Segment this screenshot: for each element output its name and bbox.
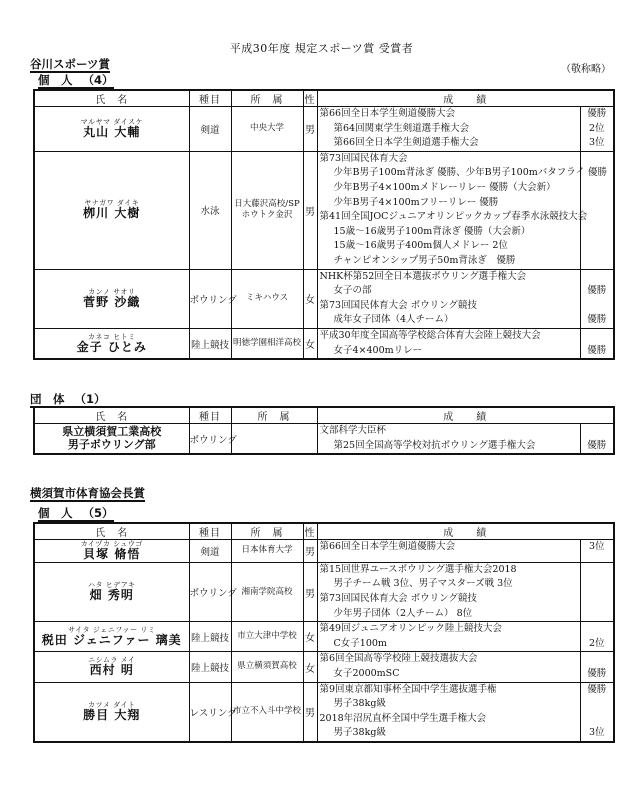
result-cell: [580, 424, 614, 455]
result-cell: [580, 652, 614, 682]
record-line: 第73回国民体育大会 ボウリング競技: [319, 299, 477, 311]
subsection-tanigawa-individual: [38, 73, 114, 89]
result-value: [581, 424, 614, 439]
table-header-row: [34, 523, 614, 540]
record-line: 文部科学大臣杯: [319, 425, 387, 436]
athlete-kana: ヤナガワ ダイキ: [84, 199, 140, 208]
table-row: [34, 652, 614, 682]
athlete-kana: カンノ サオリ: [88, 287, 136, 296]
sex-cell: 男: [303, 151, 317, 269]
event-cell: ボウリング: [189, 562, 231, 621]
record-line: 男子38kg級: [333, 727, 386, 739]
athlete-kana: ニシムラ メイ: [88, 656, 136, 665]
record-line: 第41回全国JOCジュニアオリンピックカップ春季水泳競技大会: [319, 211, 588, 223]
header-affiliation: 所 属: [231, 407, 317, 424]
record-line: 第64回関東学生剣道選手権大会: [333, 122, 470, 134]
athlete-name: 税田 ジェニファー 璃美: [41, 632, 182, 647]
record-line: NHK杯第52回全日本選抜ボウリング選手権大会: [319, 270, 527, 282]
affiliation-cell: 明徳学園相洋高校: [231, 328, 303, 359]
result-value: 優勝: [587, 108, 607, 119]
header-sex: 性: [303, 90, 317, 107]
header-name: 氏 名: [34, 407, 189, 424]
athlete-name-cell: [34, 269, 189, 328]
athlete-name-cell: [34, 328, 189, 359]
record-line: 15歳～16歳男子400m個人メドレー 2位: [333, 240, 508, 252]
result-value: [581, 652, 614, 667]
honorific-note: （敬称略）: [561, 64, 611, 75]
affiliation-cell: 市立大津中学校: [231, 622, 303, 652]
sex-cell: 女: [303, 269, 317, 328]
event-cell: 陸上競技: [189, 652, 231, 682]
result-value: [581, 196, 614, 211]
sex-cell: 男: [303, 107, 317, 152]
subsection-count: （4）: [82, 73, 114, 87]
sex-cell: 女: [303, 328, 317, 359]
affiliation-cell: ミキハウス: [231, 269, 303, 328]
team-name-line1: 県立横須賀工業高校: [62, 424, 162, 438]
result-value: [581, 712, 614, 727]
page-title: 平成30年度 規定スポーツ賞 受賞者: [229, 42, 414, 55]
sex-cell: 女: [303, 622, 317, 652]
athlete-name: 貝塚 脩悟: [83, 547, 141, 562]
result-value: 2位: [588, 637, 605, 649]
result-value: [581, 563, 614, 578]
result-cell: [580, 682, 614, 742]
result-value: 優勝: [587, 344, 607, 356]
subsection-count: （1）: [74, 392, 106, 406]
record-cell: [317, 562, 580, 621]
affiliation-cell: 日大藤沢高校/SPホウトク金沢: [231, 151, 303, 269]
subsection-yokosuka-individual: [38, 506, 114, 522]
subsection-label-text: 個 人: [38, 506, 73, 520]
affiliation-cell: 市立不入斗中学校: [231, 682, 303, 742]
record-cell: [317, 540, 580, 563]
athlete-name-cell: [34, 540, 189, 563]
athlete-kana: マルヤマ ダイスケ: [80, 117, 143, 126]
athlete-name-cell: [34, 107, 189, 152]
table-row: [34, 151, 614, 269]
record-cell: [317, 328, 580, 359]
record-line: 第9回東京都知事杯全国中学生選抜選手権: [319, 683, 497, 695]
result-value: [581, 577, 614, 592]
athlete-name: 菅野 沙織: [83, 294, 141, 309]
record-line: チャンピオンシップ男子50m背泳ぎ 優勝: [333, 254, 516, 266]
result-cell: [580, 107, 614, 152]
record-line: C女子100m: [333, 637, 387, 649]
athlete-name-cell: [34, 562, 189, 621]
subsection-label: [38, 507, 114, 522]
athlete-kana: ハタ ヒデアキ: [88, 581, 136, 590]
team-name-cell: [34, 424, 189, 455]
result-value: [581, 329, 614, 344]
result-value: 3位: [588, 137, 605, 149]
sex-cell: 男: [303, 562, 317, 621]
sex-cell: 男: [303, 682, 317, 742]
record-line: 成年女子団体（4人チーム）: [333, 314, 454, 326]
athlete-name: 西村 明: [89, 663, 134, 678]
result-cell: [580, 622, 614, 652]
event-cell: 陸上競技: [189, 328, 231, 359]
event-cell: レスリング: [189, 682, 231, 742]
record-line: 第66回全日本学生剣道優勝大会: [319, 108, 456, 119]
result-cell: [580, 562, 614, 621]
table-header-row: [34, 90, 614, 107]
result-value: [581, 592, 614, 607]
athlete-kana: サイタ ジェニファー リミ: [68, 625, 156, 634]
result-cell: [580, 328, 614, 359]
record-cell: [317, 107, 580, 152]
tanigawa-team-table: [33, 406, 615, 455]
athlete-name-cell: [34, 652, 189, 682]
tanigawa-individual-table: [33, 89, 615, 360]
event-cell: 陸上競技: [189, 622, 231, 652]
header-event: 種目: [189, 523, 231, 540]
result-value: [581, 225, 614, 240]
record-line: 第73回国民体育大会 ボウリング競技: [319, 593, 477, 605]
header-name: 氏 名: [34, 90, 189, 107]
header-affiliation: 所 属: [231, 523, 303, 540]
result-value: [581, 697, 614, 712]
sex-cell: 男: [303, 540, 317, 563]
result-value: 優勝: [587, 285, 607, 297]
athlete-name: 丸山 大輔: [83, 125, 141, 140]
athlete-kana: カツメ ダイト: [88, 700, 136, 709]
event-cell: 水泳: [189, 151, 231, 269]
record-cell: [317, 652, 580, 682]
athlete-name: 金子 ひとみ: [76, 339, 147, 354]
result-value: [581, 239, 614, 254]
header-event: 種目: [189, 407, 231, 424]
record-line: 少年B男子4×100mフリーリレー 優勝: [333, 196, 499, 208]
event-cell: 剣道: [189, 107, 231, 152]
result-value: [581, 622, 614, 637]
section-title-tanigawa: [30, 57, 110, 73]
header-affiliation: 所 属: [231, 90, 303, 107]
event-cell: 剣道: [189, 540, 231, 563]
header-event: 種目: [189, 90, 231, 107]
record-cell: [317, 682, 580, 742]
result-value: 2位: [588, 122, 605, 134]
result-value: [581, 152, 614, 167]
yokosuka-individual-table: [33, 522, 615, 743]
table-body: [34, 424, 614, 455]
table-row: [34, 269, 614, 328]
athlete-kana: カネコ ヒトミ: [87, 332, 136, 341]
record-line: 第49回ジュニアオリンピック陸上競技大会: [319, 623, 502, 635]
header-record: 成 績: [317, 523, 614, 540]
result-value: 3位: [588, 727, 605, 739]
result-value: [581, 607, 614, 622]
affiliation-cell: 中央大学: [231, 107, 303, 152]
record-line: 少年B男子4×100mメドレーリレー 優勝（大会新）: [333, 181, 556, 193]
athlete-name-cell: [34, 151, 189, 269]
table-row: [34, 622, 614, 652]
subsection-count: （5）: [82, 506, 114, 520]
record-line: 女子4×400mリレー: [333, 344, 423, 356]
record-line: 女子の部: [333, 285, 372, 297]
record-line: 少年B男子100m背泳ぎ 優勝、少年B男子100mバタフライ 優勝: [333, 167, 607, 179]
athlete-name: 畑 秀明: [89, 588, 134, 603]
result-value: [581, 299, 614, 314]
section-title-yokosuka: [30, 486, 145, 502]
record-line: 少年男子団体（2人チーム） 8位: [333, 607, 473, 619]
team-name-line2: 男子ボウリング部: [67, 437, 156, 451]
record-line: 平成30年度全国高等学校総合体育大会陸上競技大会: [319, 329, 541, 341]
athlete-name-cell: [34, 682, 189, 742]
table-row: [34, 540, 614, 563]
athlete-kana: カイヅカ シュウゴ: [80, 540, 143, 548]
section-title-tanigawa-text: 谷川スポーツ賞: [30, 57, 111, 71]
event-cell: ボウリング: [189, 269, 231, 328]
affiliation-cell: 県立横須賀高校: [231, 652, 303, 682]
table-row: [34, 424, 614, 455]
result-value: [581, 181, 614, 196]
record-line: 15歳～16歳男子100m背泳ぎ 優勝（大会新）: [333, 225, 531, 237]
record-line: 第73回国民体育大会: [319, 152, 408, 164]
header-sex: 性: [303, 523, 317, 540]
record-line: 男子38kg級: [333, 698, 386, 710]
result-value: [581, 270, 614, 285]
athlete-name: 勝目 大翔: [83, 707, 141, 722]
result-cell: [580, 540, 614, 563]
result-value: 優勝: [587, 683, 607, 695]
record-cell: [317, 424, 580, 455]
subsection-label-text: 団 体: [30, 392, 65, 406]
table-row: [34, 328, 614, 359]
result-value: 優勝: [587, 314, 607, 326]
record-cell: [317, 151, 607, 269]
table-header-row: [34, 407, 614, 424]
result-value: 3位: [588, 541, 605, 552]
result-value: [581, 254, 614, 269]
header-record: 成 績: [317, 90, 614, 107]
athlete-name-cell: [34, 622, 189, 652]
record-line: 第66回全日本学生剣道選手権大会: [333, 137, 479, 149]
result-cell: [580, 269, 614, 328]
header-record: 成 績: [317, 407, 614, 424]
result-value: 優勝: [587, 439, 607, 451]
table-body: [34, 540, 614, 742]
subsection-label: [38, 74, 114, 89]
record-line: 第66回全日本学生剣道優勝大会: [319, 541, 456, 552]
affiliation-cell: [231, 424, 317, 455]
table-body: [34, 107, 614, 360]
subsection-label-text: 個 人: [38, 73, 73, 87]
record-line: 第15回世界ユースボウリング選手権大会2018: [319, 563, 517, 575]
record-line: 女子2000mSC: [333, 668, 400, 679]
athlete-name: 栁川 大樹: [83, 206, 141, 221]
table-row: [34, 562, 614, 621]
result-value: 優勝: [587, 668, 607, 679]
section-title-yokosuka-text: 横須賀市体育協会長賞: [30, 486, 145, 500]
affiliation-cell: 日本体育大学: [231, 540, 303, 563]
header-name: 氏 名: [34, 523, 189, 540]
record-cell: [317, 622, 580, 652]
sex-cell: 女: [303, 652, 317, 682]
table-row: [34, 682, 614, 742]
record-line: 2018年沼尻直杯全国中学生選手権大会: [319, 712, 487, 724]
event-cell: ボウリング: [189, 424, 231, 455]
affiliation-cell: 湘南学院高校: [231, 562, 303, 621]
record-cell: [317, 269, 580, 328]
record-line: 男子チーム戦 3位、男子マスターズ戦 3位: [333, 578, 513, 590]
record-line: 第6回全国高等学校陸上競技選抜大会: [319, 653, 478, 665]
table-row: [34, 107, 614, 152]
record-line: 第25回全国高等学校対抗ボウリング選手権大会: [333, 439, 536, 451]
